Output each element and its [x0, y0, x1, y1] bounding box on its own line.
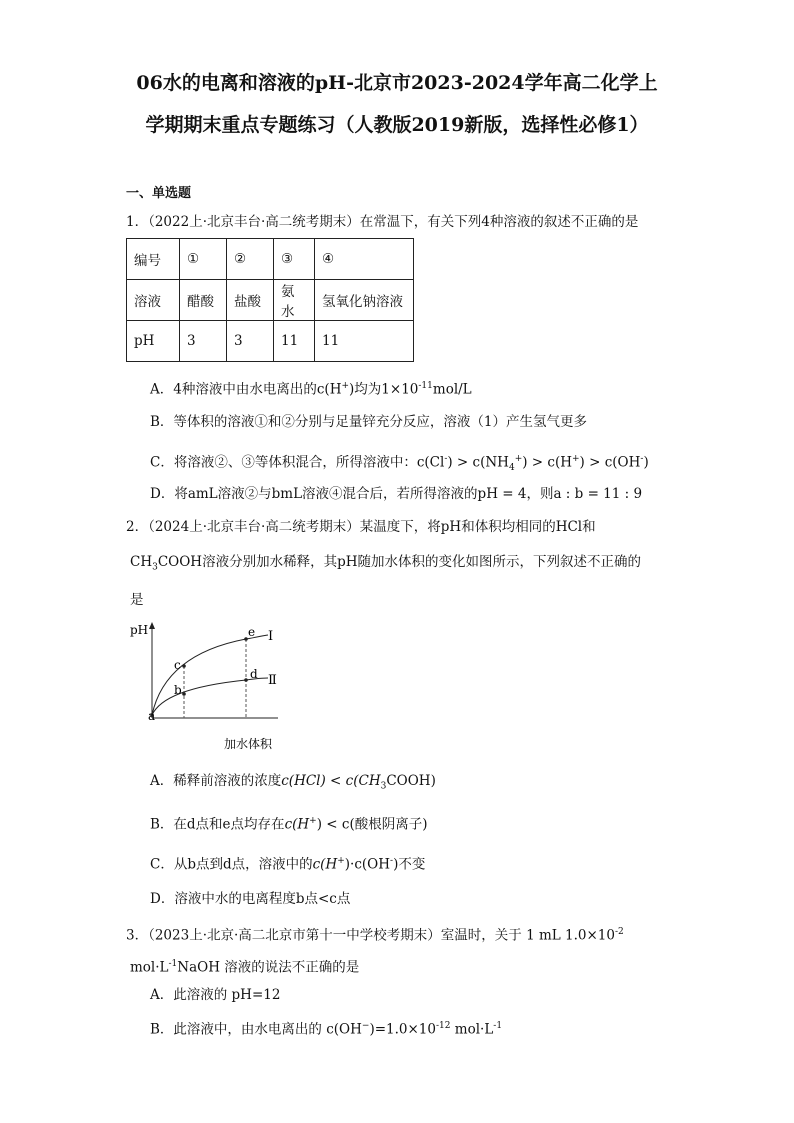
table-cell: 溶液 [127, 280, 180, 321]
q3-stem-line-1: 3．（2023上·北京·高二北京市第十一中学校考期末）室温时，关于 1 mL $1.0\times 10^{-2}$ [126, 927, 624, 944]
curve-label-ii: Ⅱ [268, 673, 277, 688]
point-d [244, 678, 248, 682]
y-axis-label: pH [130, 623, 149, 637]
table-cell: 3 [227, 321, 274, 362]
q2-option-a: A．稀释前溶液的浓度$c(HCl) < c(CH_3COOH)$ [150, 773, 436, 792]
table-cell: 11 [315, 321, 414, 362]
q1-option-c: C．将溶液②、③等体积混合，所得溶液中：$c(Cl^-) > c(NH_4^+) > c(H^+) > c(OH^-)$ [150, 454, 649, 474]
q2-option-c: C．从b点到d点，溶液中的c(H+)·c(OH-)不变 [150, 856, 426, 873]
q1-option-a: A．4种溶液中由水电离出的c(H+)均为$1\times 10^{-11}mol/L$ [150, 381, 472, 398]
q3-stem-line-2: $mol\cdot L^{-1}NaOH$ 溶液的说法不正确的是 [130, 959, 360, 976]
table-cell: ④ [315, 239, 414, 280]
table-cell: pH [127, 321, 180, 362]
table-cell: ② [227, 239, 274, 280]
q2-option-b: B．在d点和e点均存在c(H+) < c(酸根阴离子) [150, 816, 428, 833]
point-label-d: d [250, 667, 258, 681]
table-cell: 醋酸 [180, 280, 227, 321]
table-cell: ③ [274, 239, 315, 280]
curve-label-i: Ⅰ [268, 629, 274, 644]
table-cell: 盐酸 [227, 280, 274, 321]
q3-option-a: A．此溶液的 pH=12 [150, 987, 281, 1003]
table-row [127, 321, 414, 362]
q2-stem-line-2: $CH_3COOH$溶液分别加水稀释，其pH随加水体积的变化如图所示，下列叙述不正确的 [130, 554, 642, 573]
section-heading: 一、单选题 [126, 186, 192, 201]
page-title [110, 62, 684, 146]
x-axis-label: 加水体积 [224, 737, 273, 751]
q1-solution-table [126, 238, 414, 362]
point-label-b: b [174, 683, 182, 697]
q1-option-d: D．将amL溶液②与bmL溶液④混合后，若所得溶液的pH = 4，则a : b = 11 : 9 [150, 486, 643, 502]
q2-ph-dilution-graph [128, 618, 288, 758]
table-cell: ① [180, 239, 227, 280]
q2-option-d: D．溶液中水的电离程度b点<c点 [150, 891, 351, 907]
q1-option-b: B．等体积的溶液①和②分别与足量锌充分反应，溶液（1）产生氢气更多 [150, 414, 588, 430]
title-line-2: 学期期末重点专题练习（人教版2019新版，选择性必修1） [145, 114, 649, 136]
q2-stem-line-3: 是 [130, 592, 144, 608]
q3-option-b: B．此溶液中，由水电离出的 $c(OH^-)=1.0\times 10^{-12}$ $mol\cdot L^{-1}$ [150, 1021, 503, 1038]
q2-stem-line-1: 2．（2024上·北京丰台·高二统考期末）某温度下，将pH和体积均相同的HCl和 [126, 519, 596, 535]
q1-stem: 1．（2022上·北京丰台·高二统考期末）在常温下，有关下列4种溶液的叙述不正确的是 [126, 214, 639, 230]
curve-ii [152, 678, 268, 715]
table-row [127, 239, 414, 280]
table-cell: 编号 [127, 239, 180, 280]
point-b [182, 692, 186, 696]
title-line-1: 06水的电离和溶液的pH-北京市2023-2024学年高二化学上 [136, 72, 658, 94]
table-row [127, 280, 414, 321]
table-cell: 11 [274, 321, 315, 362]
table-cell: 氨水 [274, 280, 315, 321]
point-label-a: a [148, 709, 156, 723]
table-cell: 3 [180, 321, 227, 362]
point-label-c: c [174, 658, 181, 672]
point-label-e: e [248, 625, 256, 639]
y-axis-arrow [149, 622, 155, 629]
table-cell: 氢氧化钠溶液 [315, 280, 414, 321]
point-c [182, 664, 186, 668]
